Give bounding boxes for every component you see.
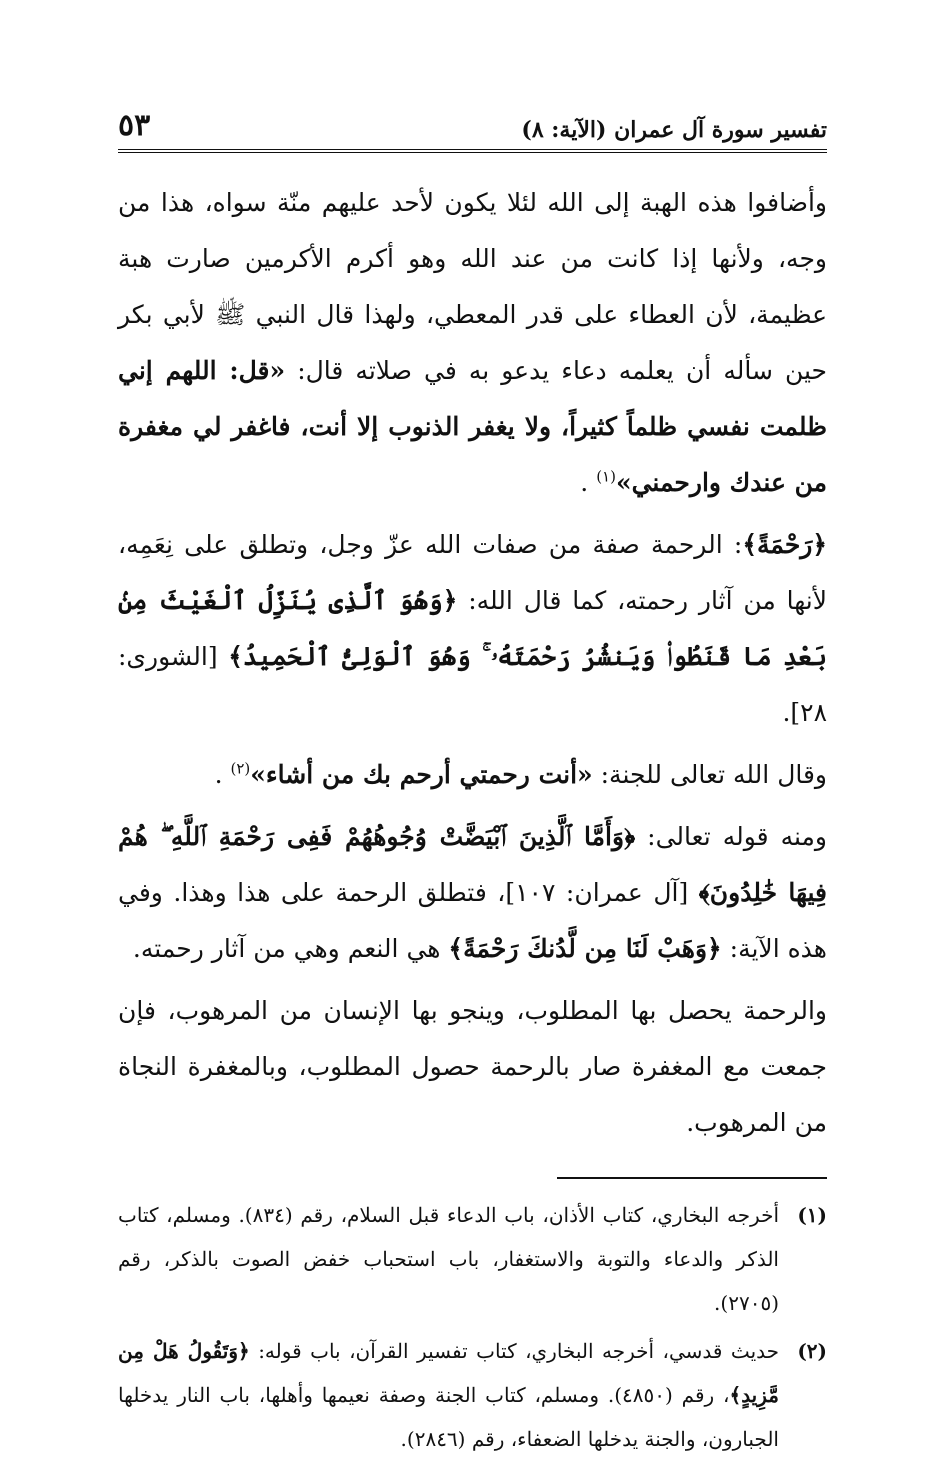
quran-quote: ﴿وَأَمَّا ٱلَّذِينَ ٱبْيَضَّتْ وُجُوهُهُمْ فَفِى رَحْمَةِ ٱللَّهِ ۖ هُمْ فِيهَا خَٰلِدُونَ﴾ <box>118 822 828 907</box>
paragraph-1 <box>118 175 827 511</box>
footnote-mark: (١) <box>797 1203 827 1227</box>
quran-quote: ﴿وَتَقُولُ هَلْ مِن مَّزِيدٍ﴾ <box>118 1339 779 1407</box>
footnotes <box>118 1193 827 1461</box>
hadith-quote: «قل: اللهم إني ظلمت نفسي ظلماً كثيراً، ولا يغفر الذنوب إلا أنت، فاغفر لي مغفرة من عندك وارحمني» <box>118 356 827 497</box>
paragraph-text: وقال الله تعالى للجنة: <box>592 760 827 789</box>
paragraph-text: وأضافوا هذه الهبة إلى الله لئلا يكون لأحد عليهم منّة سواه، هذا من وجه، ولأنها إذا كانت من عند الله وهو أكرم الأكرمين صارت هبة عظيمة، لأن العطاء على قدر المعطي، ولهذا قال النبي ﷺ لأبي بكر حين سأله أن يعلمه دعاء يدعو به في صلاته قال: <box>118 188 827 385</box>
paragraph-text: هي النعم وهي من آثار رحمته. <box>132 934 449 963</box>
quran-quote: ﴿رَحْمَةً﴾ <box>742 530 827 559</box>
running-title: تفسير سورة آل عمران (الآية: ٨) <box>521 117 827 143</box>
paragraph-3 <box>118 747 827 803</box>
paragraph-text: : الرحمة صفة من صفات الله عزّ وجل، وتطلق على نِعَمِه، لأنها من آثار رحمته، كما قال الله: <box>118 530 827 615</box>
footnote-text-part: ، رقم (٤٨٥٠). ومسلم، كتاب الجنة وصفة نعيمها وأهلها، باب النار يدخلها الجبارون، والجنة يدخلها الضعفاء، رقم (٢٨٤٦). <box>118 1383 779 1451</box>
footnote-text: أخرجه البخاري، كتاب الأذان، باب الدعاء قبل السلام، رقم (٨٣٤). ومسلم، كتاب الذكر والدعاء والتوبة والاستغفار، باب استحباب خفض الصوت بالذكر، رقم (٢٧٠٥). <box>118 1203 780 1315</box>
paragraph-text: [آل عمران: ١٠٧]، فتطلق الرحمة على هذا وهذا. وفي هذه الآية: <box>118 878 827 963</box>
quran-quote: ﴿وَهُوَ ٱلَّذِى يُنَزِّلُ ٱلْغَيْثَ مِنۢ بَعْدِ مَا قَنَطُوا۟ وَيَنشُرُ رَحْمَتَهُۥ ۚ وَهُوَ ٱلْوَلِىُّ ٱلْحَمِيدُ﴾ <box>118 586 828 671</box>
footnote-divider <box>557 1177 827 1179</box>
page-header <box>118 108 827 153</box>
main-text <box>118 175 827 1151</box>
paragraph-text: والرحمة يحصل بها المطلوب، وينجو بها الإنسان من المرهوب، فإن جمعت مع المغفرة صار بالرحمة حصول المطلوب، وبالمغفرة النجاة من المرهوب. <box>118 996 827 1137</box>
page-number: ٥٣ <box>118 108 151 143</box>
paragraph-text: ومنه قوله تعالى: <box>635 822 827 851</box>
paragraph-2 <box>118 517 827 741</box>
footnote-text-part: حديث قدسي، أخرجه البخاري، كتاب تفسير القرآن، باب قوله: <box>249 1339 780 1363</box>
paragraph-text: [الشورى: ٢٨]. <box>118 642 827 727</box>
footnote-2 <box>118 1329 827 1461</box>
footnote-ref-2[interactable]: (٢) <box>230 759 251 778</box>
footnote-text <box>118 1329 779 1461</box>
footnote-mark: (٢) <box>797 1339 827 1363</box>
paragraph-text: . <box>580 468 597 497</box>
footnote-1 <box>118 1193 827 1325</box>
paragraph-text: . <box>214 760 231 789</box>
paragraph-4 <box>118 809 827 977</box>
hadith-quote: «أنت رحمتي أرحم بك من أشاء» <box>250 760 593 789</box>
quran-quote: ﴿وَهَبْ لَنَا مِن لَّدُنكَ رَحْمَةً﴾ <box>448 934 722 963</box>
paragraph-5 <box>118 983 827 1151</box>
footnote-ref-1[interactable]: (١) <box>596 467 616 486</box>
